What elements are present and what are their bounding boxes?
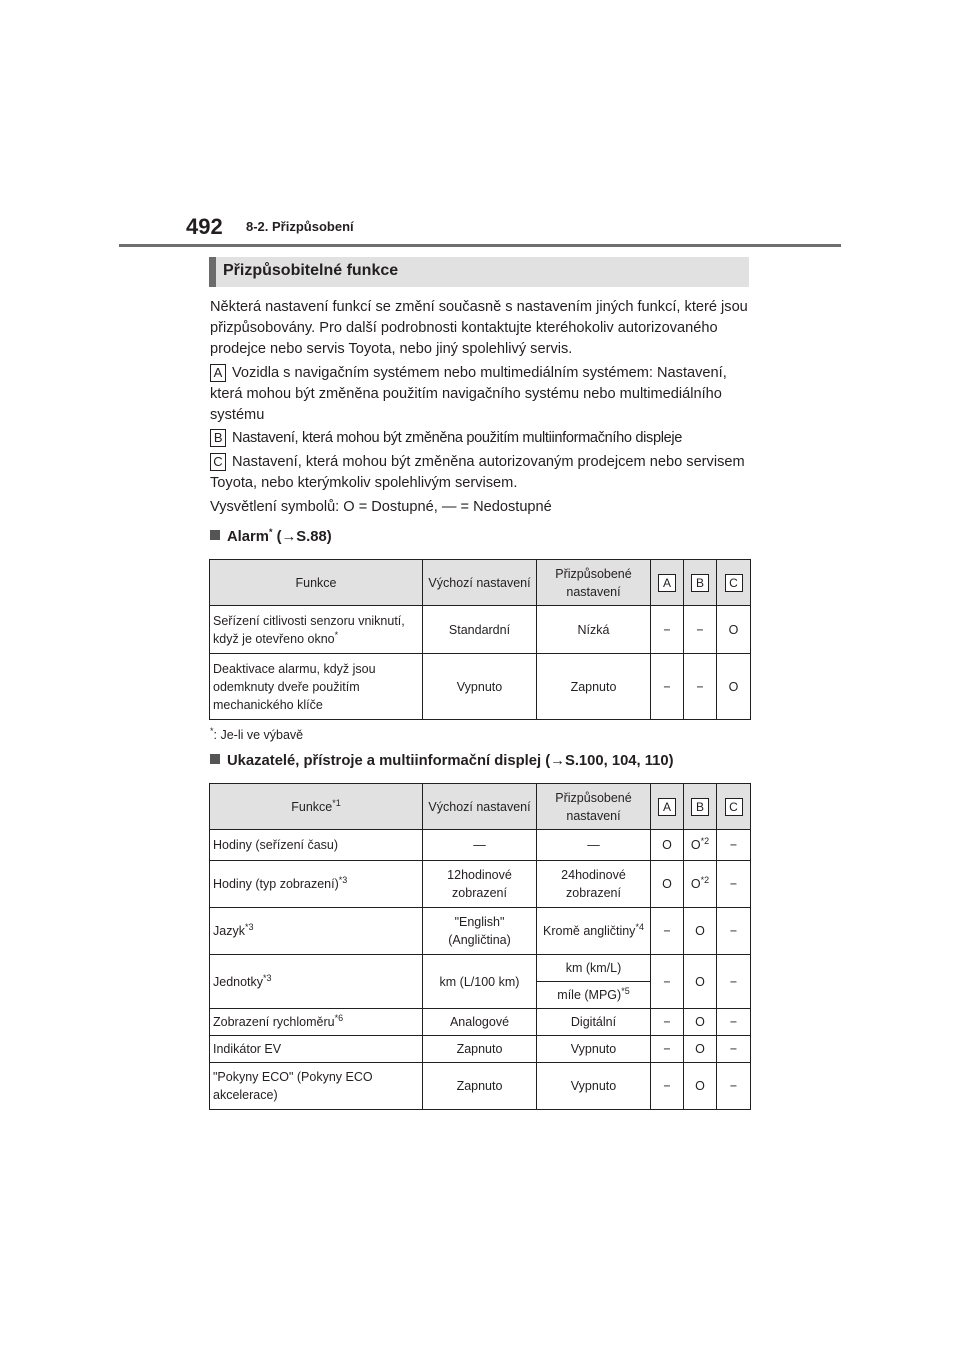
a-cell: − (651, 1009, 684, 1036)
c-cell: − (717, 1009, 751, 1036)
col-default: Výchozí nastavení (423, 560, 537, 606)
table-row (210, 955, 751, 982)
col-b (684, 784, 717, 830)
a-cell: − (651, 955, 684, 1009)
b-cell: O (684, 1009, 717, 1036)
key-a-text: Vozidla s navigačním systémem nebo multimediálním systémem: Nastavení, která mohou být změněna použitím navigačního systému nebo multimediálního systému (210, 365, 727, 423)
function-cell: Seřízení citlivosti senzoru vniknutí, když je otevřeno okno* (210, 606, 423, 654)
a-cell: O (651, 861, 684, 908)
a-cell: − (651, 1036, 684, 1063)
b-cell: − (684, 654, 717, 720)
default-cell: Zapnuto (423, 1063, 537, 1110)
default-cell: Standardní (423, 606, 537, 654)
page-number: 492 (186, 214, 223, 239)
table-row (210, 654, 751, 720)
col-a-key: A (658, 574, 676, 592)
alarm-heading (210, 529, 332, 545)
col-function: Funkce (210, 560, 423, 606)
symbol-legend: Vysvětlení symbolů: O = Dostupné, — = Nedostupné (210, 499, 552, 515)
col-c (717, 560, 751, 606)
custom-cell: 24hodinové zobrazení (537, 861, 651, 908)
custom-cell: Vypnuto (537, 1036, 651, 1063)
table-row (210, 1063, 751, 1110)
key-c-box: C (210, 453, 226, 471)
col-a (651, 784, 684, 830)
default-cell: Zapnuto (423, 1036, 537, 1063)
section-title: 8-2. Přizpůsobení (246, 219, 354, 234)
gauges-table-header (210, 784, 751, 830)
col-c (717, 784, 751, 830)
b-cell: − (684, 606, 717, 654)
custom-cell: km (km/L) (537, 955, 651, 982)
a-cell: O (651, 830, 684, 861)
custom-cell: Zapnuto (537, 654, 651, 720)
table-row (210, 830, 751, 861)
custom-cell: míle (MPG)$^{*5}$ (537, 982, 651, 1009)
alarm-table-header (210, 560, 751, 606)
c-cell: − (717, 955, 751, 1009)
section-heading (209, 257, 749, 287)
alarm-title-ref: (→S.88) (272, 529, 332, 545)
c-cell: − (717, 861, 751, 908)
b-cell: O (684, 1036, 717, 1063)
function-cell: "Pokyny ECO" (Pokyny ECO akcelerace) (210, 1063, 423, 1110)
col-custom: Přizpůsobené nastavení (537, 784, 651, 830)
col-function: Funkce$^{*1}$ (210, 784, 423, 830)
a-cell: − (651, 654, 684, 720)
custom-cell: — (537, 830, 651, 861)
c-cell: − (717, 908, 751, 955)
alarm-table (209, 559, 751, 720)
col-c-key: C (725, 798, 743, 816)
key-b-text: Nastavení, která mohou být změněna použitím multiinformačního displeje (232, 430, 683, 446)
col-b-key: B (691, 574, 709, 592)
key-c-text: Nastavení, která mohou být změněna autorizovaným prodejcem nebo servisem Toyota, nebo kterýmkoliv spolehlivým servisem. (210, 454, 745, 491)
col-b-key: B (691, 798, 709, 816)
function-cell: Jednotky$^{*3}$ (210, 955, 423, 1009)
custom-cell: Digitální (537, 1009, 651, 1036)
square-bullet-icon (210, 530, 220, 540)
function-cell: Zobrazení rychloměru$^{*6}$ (210, 1009, 423, 1036)
b-cell: $O^{*2}$ (684, 861, 717, 908)
a-cell: − (651, 606, 684, 654)
square-bullet-icon (210, 754, 220, 764)
col-custom: Přizpůsobené nastavení (537, 560, 651, 606)
c-cell: − (717, 1036, 751, 1063)
custom-cell: Nízká (537, 606, 651, 654)
key-b-paragraph (210, 428, 755, 449)
header-rule (119, 244, 841, 247)
default-cell: km (L/100 km) (423, 955, 537, 1009)
col-a (651, 560, 684, 606)
alarm-title-sup: * (268, 527, 273, 538)
custom-cell: Vypnuto (537, 1063, 651, 1110)
custom-cell: Kromě angličtiny$^{*4}$ (537, 908, 651, 955)
table-row (210, 861, 751, 908)
default-cell: Analogové (423, 1009, 537, 1036)
key-b-box: B (210, 429, 226, 447)
table-row (210, 1009, 751, 1036)
b-cell: $O^{*2}$ (684, 830, 717, 861)
key-c-paragraph (210, 452, 755, 494)
key-a-paragraph (210, 363, 755, 426)
b-cell: O (684, 955, 717, 1009)
col-c-key: C (725, 574, 743, 592)
c-cell: − (717, 1063, 751, 1110)
function-cell: Deaktivace alarmu, když jsou odemknuty dveře použitím mechanického klíče (210, 654, 423, 720)
b-cell: O (684, 1063, 717, 1110)
function-cell: Hodiny (seřízení času) (210, 830, 423, 861)
a-cell: − (651, 908, 684, 955)
function-cell: Jazyk$^{*3}$ (210, 908, 423, 955)
c-cell: O (717, 654, 751, 720)
intro-paragraph: Některá nastavení funkcí se změní současně s nastavením jiných funkcí, které jsou přizpůsobovány. Pro další podrobnosti kontaktujte kteréhokoliv autorizovaného prodejce nebo servis Toyota, nebo jiný spolehlivý servis. (210, 299, 748, 357)
table-row (210, 1036, 751, 1063)
gauges-table (209, 783, 751, 1110)
table-row (210, 606, 751, 654)
default-cell: "English" (Angličtina) (423, 908, 537, 955)
function-cell: Indikátor EV (210, 1036, 423, 1063)
b-cell: O (684, 908, 717, 955)
col-a-key: A (658, 798, 676, 816)
function-cell: Hodiny (typ zobrazení)$^{*3}$ (210, 861, 423, 908)
default-cell: Vypnuto (423, 654, 537, 720)
heading-bar (209, 257, 216, 287)
key-a-box: A (210, 364, 226, 382)
table-row (210, 908, 751, 955)
c-cell: O (717, 606, 751, 654)
alarm-title: Alarm (227, 529, 269, 545)
col-default: Výchozí nastavení (423, 784, 537, 830)
a-cell: − (651, 1063, 684, 1110)
col-b (684, 560, 717, 606)
c-cell: − (717, 830, 751, 861)
gauges-heading (210, 753, 674, 769)
default-cell: — (423, 830, 537, 861)
alarm-footnote: *: Je-li ve výbavě (210, 725, 304, 742)
gauges-title: Ukazatelé, přístroje a multiinformační displej (→S.100, 104, 110) (227, 753, 674, 769)
default-cell: 12hodinové zobrazení (423, 861, 537, 908)
heading-text: Přizpůsobitelné funkce (223, 262, 399, 279)
